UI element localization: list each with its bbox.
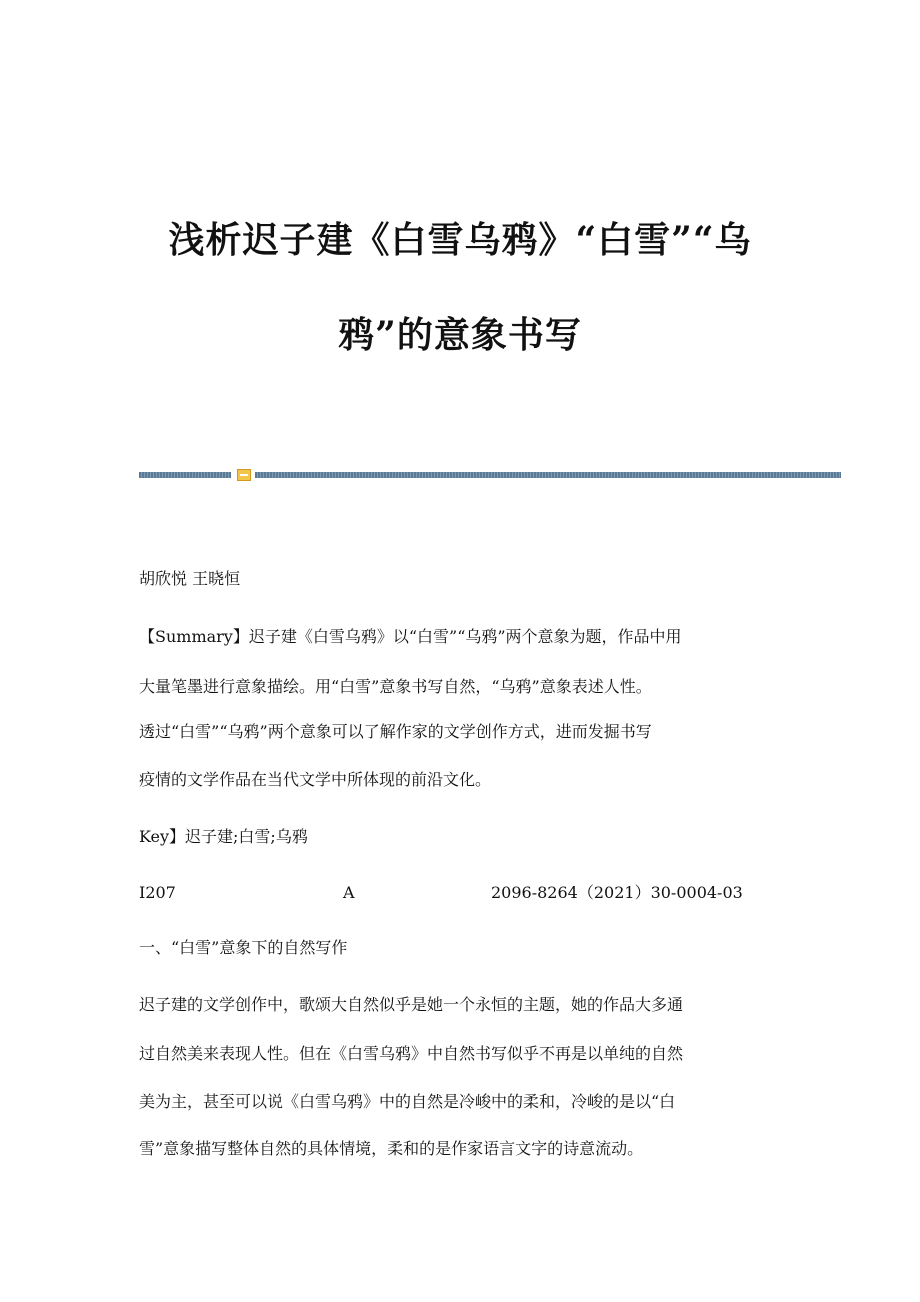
body-line: 雪”意象描写整体自然的具体情境，柔和的是作家语言文字的诗意流动。: [139, 1139, 644, 1158]
document-code: A: [343, 883, 355, 902]
divider-bar-left: [139, 472, 231, 478]
body-line: 过自然美来表现人性。但在《白雪乌鸦》中自然书写似乎不再是以单纯的自然: [139, 1044, 684, 1063]
summary-line: 透过“白雪”“乌鸦”两个意象可以了解作家的文学创作方式，进而发掘书写: [139, 722, 652, 741]
section-heading: 一、“白雪”意象下的自然写作: [139, 938, 348, 957]
page-title-line-1: 浅析迟子建《白雪乌鸦》“白雪”“乌: [168, 219, 752, 261]
body-line: 美为主，甚至可以说《白雪乌鸦》中的自然是冷峻中的柔和，冷峻的是以“白: [139, 1092, 676, 1111]
divider-bar-right: [255, 472, 841, 478]
divider-ornament-icon: [237, 469, 251, 481]
clc-number: I207: [139, 883, 176, 902]
summary-line: 【Summary】迟子建《白雪乌鸦》以“白雪”“乌鸦”两个意象为题，作品中用: [139, 627, 682, 646]
summary-line: 大量笔墨进行意象描绘。用“白雪”意象书写自然，“乌鸦”意象表述人性。: [139, 677, 652, 696]
article-id: 2096-8264（2021）30-0004-03: [491, 883, 743, 902]
page-title-line-2: 鸦”的意象书写: [338, 314, 582, 356]
body-line: 迟子建的文学创作中，歌颂大自然似乎是她一个永恒的主题，她的作品大多通: [139, 995, 684, 1014]
authors: 胡欣悦 王晓恒: [139, 569, 241, 588]
keywords: Key】迟子建;白雪;乌鸦: [139, 827, 308, 846]
summary-line: 疫情的文学作品在当代文学中所体现的前沿文化。: [139, 770, 492, 789]
title-divider: [139, 469, 841, 481]
